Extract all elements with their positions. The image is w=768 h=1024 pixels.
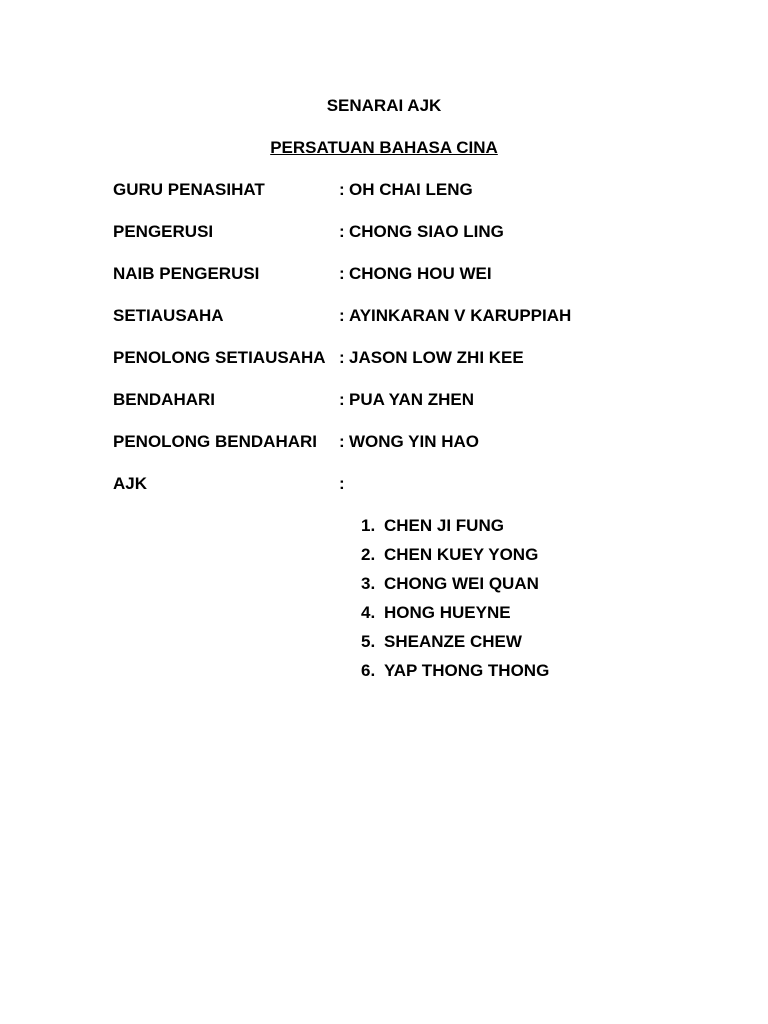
officer-role: NAIB PENGERUSI bbox=[113, 264, 260, 283]
officer-role: BENDAHARI bbox=[113, 390, 215, 409]
officer-separator: : bbox=[339, 222, 345, 241]
officer-name: CHONG HOU WEI bbox=[349, 264, 492, 283]
officer-name: PUA YAN ZHEN bbox=[349, 390, 475, 409]
officer-separator: : bbox=[339, 390, 345, 409]
officer-row-naib-pengerusi bbox=[113, 264, 673, 284]
officer-row-penolong-setiausaha bbox=[113, 348, 673, 368]
ajk-member-list-item bbox=[361, 632, 522, 652]
officer-name: CHONG SIAO LING bbox=[349, 222, 504, 241]
officer-role: GURU PENASIHAT bbox=[113, 180, 265, 199]
list-number: 1. bbox=[361, 516, 376, 535]
officer-separator: : bbox=[339, 348, 345, 367]
officer-row-bendahari bbox=[113, 390, 673, 410]
officer-name: JASON LOW ZHI KEE bbox=[349, 348, 524, 367]
member-name: CHEN KUEY YONG bbox=[384, 545, 539, 564]
officer-role: PENOLONG SETIAUSAHA bbox=[113, 348, 326, 367]
officer-name: WONG YIN HAO bbox=[349, 432, 480, 451]
officer-row-penolong-bendahari bbox=[113, 432, 673, 452]
officer-separator: : bbox=[339, 474, 345, 493]
list-number: 3. bbox=[361, 574, 376, 593]
list-number: 6. bbox=[361, 661, 376, 680]
member-name: CHEN JI FUNG bbox=[384, 516, 504, 535]
ajk-member-list-item bbox=[361, 516, 504, 536]
ajk-member-list-item bbox=[361, 545, 538, 565]
document-title: SENARAI AJK bbox=[326, 96, 442, 115]
member-name: YAP THONG THONG bbox=[384, 661, 550, 680]
list-number: 5. bbox=[361, 632, 376, 651]
officer-separator: : bbox=[339, 432, 345, 451]
officer-role: PENOLONG BENDAHARI bbox=[113, 432, 318, 451]
officer-separator: : bbox=[339, 180, 345, 199]
document-subtitle: PERSATUAN BAHASA CINA bbox=[270, 138, 498, 157]
officer-name: OH CHAI LENG bbox=[349, 180, 473, 199]
member-name: CHONG WEI QUAN bbox=[384, 574, 539, 593]
officer-role: SETIAUSAHA bbox=[113, 306, 224, 325]
officer-row-pengerusi bbox=[113, 222, 673, 242]
ajk-member-list-item bbox=[361, 661, 549, 681]
list-number: 4. bbox=[361, 603, 376, 622]
officer-row-guru-penasihat bbox=[113, 180, 673, 200]
ajk-member-list-item bbox=[361, 603, 511, 623]
ajk-member-list-item bbox=[361, 574, 539, 594]
officer-name: AYINKARAN V KARUPPIAH bbox=[349, 306, 572, 325]
officer-separator: : bbox=[339, 306, 345, 325]
officer-role: PENGERUSI bbox=[113, 222, 214, 241]
member-name: HONG HUEYNE bbox=[384, 603, 511, 622]
officer-row-ajk bbox=[113, 474, 673, 494]
officer-row-setiausaha bbox=[113, 306, 673, 326]
officer-separator: : bbox=[339, 264, 345, 283]
list-number: 2. bbox=[361, 545, 376, 564]
member-name: SHEANZE CHEW bbox=[384, 632, 522, 651]
officer-role: AJK bbox=[113, 474, 148, 493]
